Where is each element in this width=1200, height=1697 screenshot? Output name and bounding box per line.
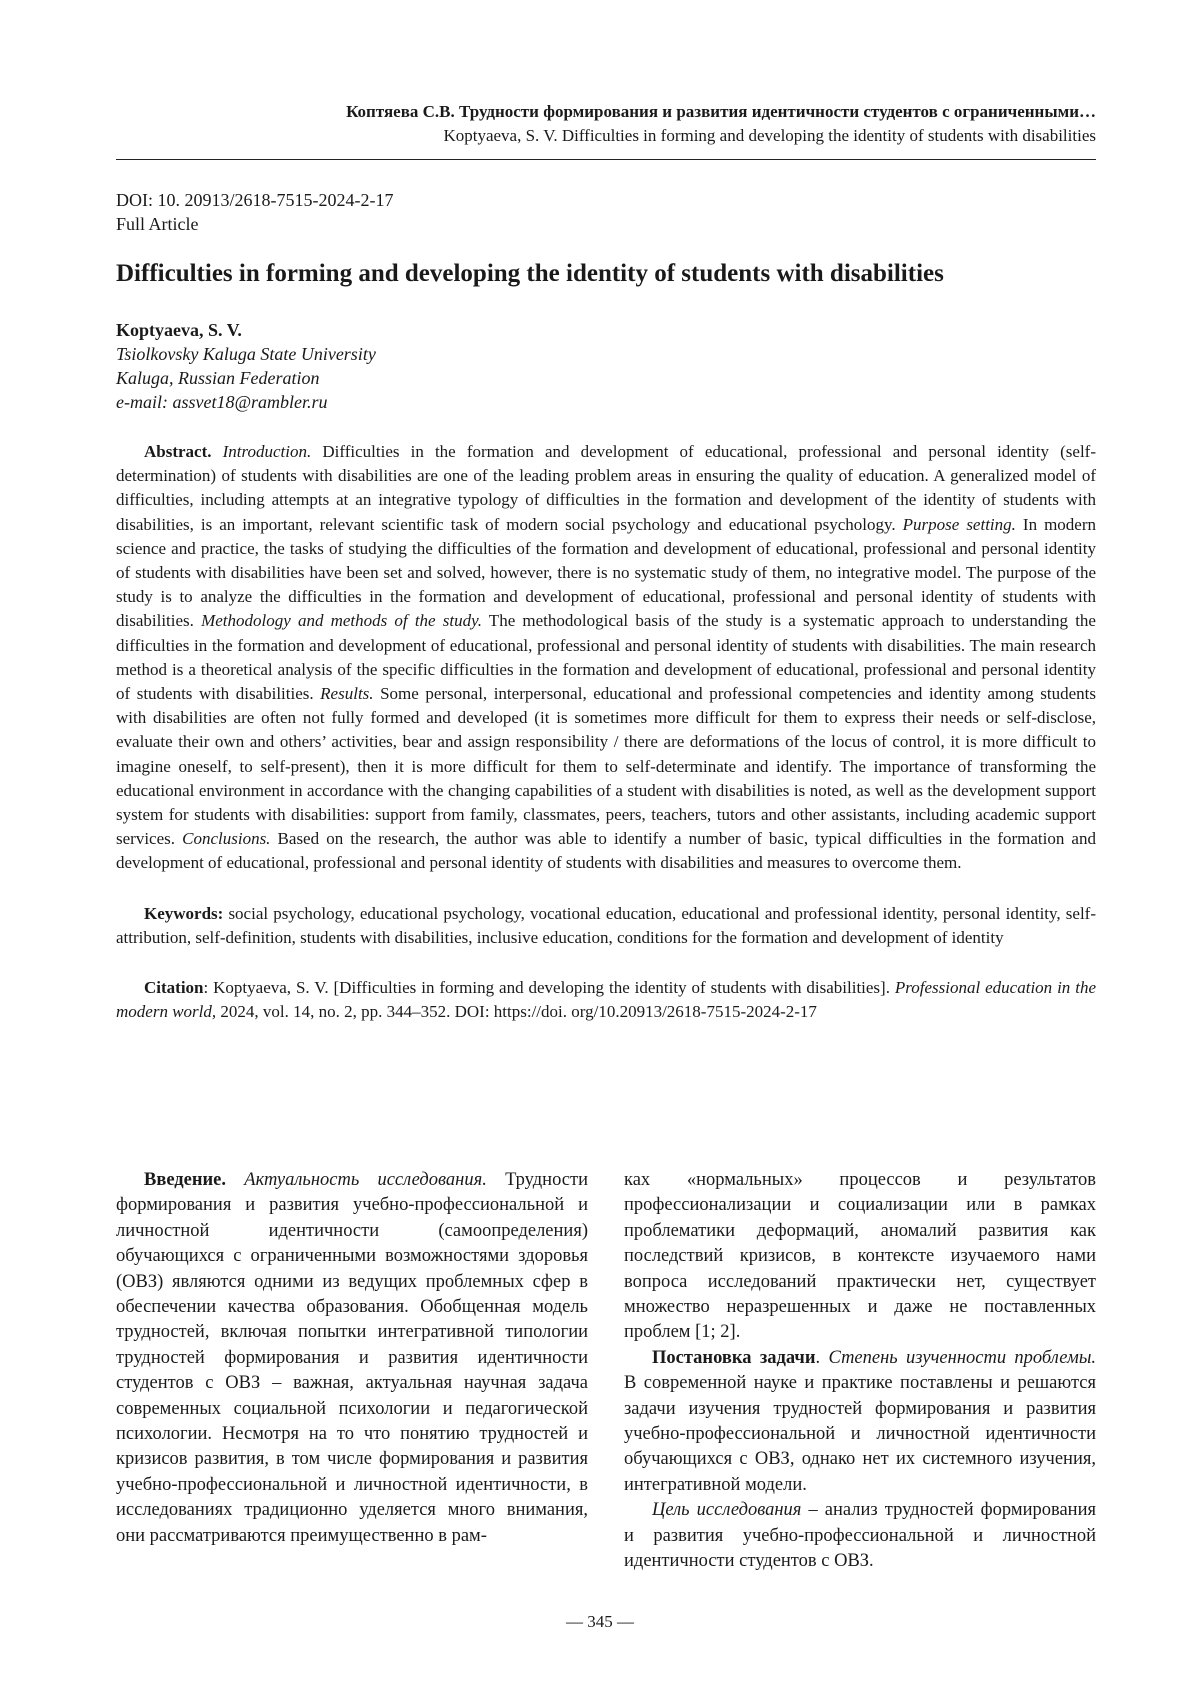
abstract-purpose-label: Purpose setting.	[903, 515, 1016, 534]
header-divider	[116, 159, 1096, 160]
intro-paragraph	[116, 1168, 588, 1549]
article-meta	[116, 188, 1096, 236]
page-body	[116, 100, 1096, 1024]
citation-label: Citation	[144, 978, 204, 997]
citation-text-2: 2024, vol. 14, no. 2, pp. 344–352. DOI: https://doi. org/10.20913/2618-7515-2024-2-17	[216, 1002, 817, 1021]
doi: DOI: 10. 20913/2618-7515-2024-2-17	[116, 188, 1096, 212]
body-columns	[116, 1168, 1096, 1590]
author-block	[116, 318, 1096, 414]
abstract-intro-text: Difficulties in the formation and development of educational, professional and personal identity (self-determination) of students with disabilities are one of the leading problem areas in ensuring the quality of education. A generalized model of difficulties, including attempts at an integrative typology of difficulties in the formation and development of the identity of students with disabilities, is an important, relevant scientific task of modern social psychology and educational psychology.	[116, 442, 1096, 534]
abstract-purpose-text: In modern science and practice, the tasks of studying the difficulties of the formation and development of educational, professional and personal identity of students with disabilities have been set and solved, however, there is no systematic study of them, no integrative model. The purpose of the study is to analyze the difficulties in the formation and development of educational, professional and personal identity of students with disabilities.	[116, 515, 1096, 631]
degree-label: Степень изученности проблемы.	[828, 1348, 1096, 1368]
relevance-label: Актуальность исследования.	[244, 1170, 487, 1190]
article-title: Difficulties in forming and developing the identity of students with disabilities	[116, 258, 1096, 290]
running-head	[116, 100, 1096, 148]
author-location: Kaluga, Russian Federation	[116, 366, 1096, 390]
task-dot: .	[815, 1348, 828, 1368]
abstract-results-label: Results.	[320, 684, 373, 703]
abstract-conclusions-text: Based on the research, the author was able to identify a number of basic, typical difficulties in the formation and development of educational, professional and personal identity of students with disabilities and measures to overcome them.	[116, 829, 1096, 872]
goal-text: – анализ трудностей формирования и развития учебно-профессиональной и личностной идентичности студентов с ОВЗ.	[624, 1500, 1096, 1571]
author-affiliation: Tsiolkovsky Kaluga State University	[116, 342, 1096, 366]
author-name: Koptyaeva, S. V.	[116, 318, 1096, 342]
goal-label: Цель исследования	[652, 1500, 801, 1520]
citation-journal: Professional education in the modern world,	[116, 978, 1096, 1021]
author-email: e-mail: assvet18@rambler.ru	[116, 390, 1096, 414]
goal-paragraph	[624, 1498, 1096, 1574]
citation	[116, 976, 1096, 1024]
running-head-ru: Коптяева С.В. Трудности формирования и развития идентичности студентов с ограниченными…	[116, 100, 1096, 124]
running-head-en: Koptyaeva, S. V. Difficulties in forming and developing the identity of students with disabilities	[116, 124, 1096, 148]
task-paragraph	[624, 1346, 1096, 1498]
task-text: В современной науке и практике поставлены и решаются задачи изучения трудностей формирования и развития учебно-профессиональной и личностной идентичности обучающихся с ОВЗ, однако нет их системного изучения, интегративной модели.	[624, 1373, 1096, 1495]
abstract-results-text: Some personal, interpersonal, educational and professional competencies and identity among students with disabilities are often not fully formed and developed (it is sometimes more difficult for them to express their needs or self-disclose, evaluate their own and others’ activities, bear and assign responsibility / there are deformations of the locus of control, it is more difficult to imagine oneself, to self-present), then it is more difficult for them to self-determinate and identify. The importance of transforming the educational environment in accordance with the changing capabilities of a student with disabilities is noted, as well as the development support system for students with disabilities: support from family, classmates, peers, teachers, tutors and other assistants, including academic support services.	[116, 684, 1096, 848]
column-right	[624, 1168, 1096, 1575]
page-number: — 345 —	[0, 1612, 1200, 1632]
column-left	[116, 1168, 588, 1549]
intro-label: Введение.	[144, 1170, 226, 1190]
abstract-label: Abstract.	[144, 442, 212, 461]
article-type: Full Article	[116, 212, 1096, 236]
abstract-intro-label: Introduction.	[223, 442, 312, 461]
keywords-text: social psychology, educational psychology, vocational education, educational and professional identity, personal identity, self-attribution, self-definition, students with disabilities, inclusive education, conditions for the formation and development of identity	[116, 904, 1096, 947]
intro-text: Трудности формирования и развития учебно-профессиональной и личностной идентичности (самоопределения) обучающихся с ограниченными возможностями здоровья (ОВЗ) являются одними из ведущих проблемных сфер в обеспечении качества образования. Обобщенная модель трудностей, включая попытки интегративной типологии трудностей формирования и развития идентичности студентов с ОВЗ – важная, актуальная научная задача современных социальной психологии и педагогической психологии. Несмотря на то что понятию трудностей и кризисов развития, в том числе формирования и развития учебно-профессиональной и личностной идентичности, в исследованиях традиционно уделяется много внимания, они рассматриваются преимущественно в рам-	[116, 1170, 588, 1546]
abstract-methods-label: Methodology and methods of the study.	[201, 611, 482, 630]
keywords-label: Keywords:	[144, 904, 223, 923]
abstract-methods-text: The methodological basis of the study is a systematic approach to understanding the difficulties in the formation and development of educational, professional and personal identity of students with disabilities. The main research method is a theoretical analysis of the specific difficulties in the formation and development of educational, professional and personal identity of students with disabilities.	[116, 611, 1096, 703]
abstract-conclusions-label: Conclusions.	[182, 829, 270, 848]
task-label: Постановка задачи	[652, 1348, 815, 1368]
citation-text-1: : Koptyaeva, S. V. [Difficulties in forming and developing the identity of students with disabilities].	[204, 978, 895, 997]
intro-continuation: ках «нормальных» процессов и результатов профессионализации и социализации или в рамках проблематики деформаций, аномалий развития как последствий кризисов, в контексте изучаемого нами вопроса исследований практически нет, существует множество неразрешенных и даже не поставленных проблем [1; 2].	[624, 1168, 1096, 1346]
keywords	[116, 902, 1096, 950]
abstract	[116, 440, 1096, 876]
